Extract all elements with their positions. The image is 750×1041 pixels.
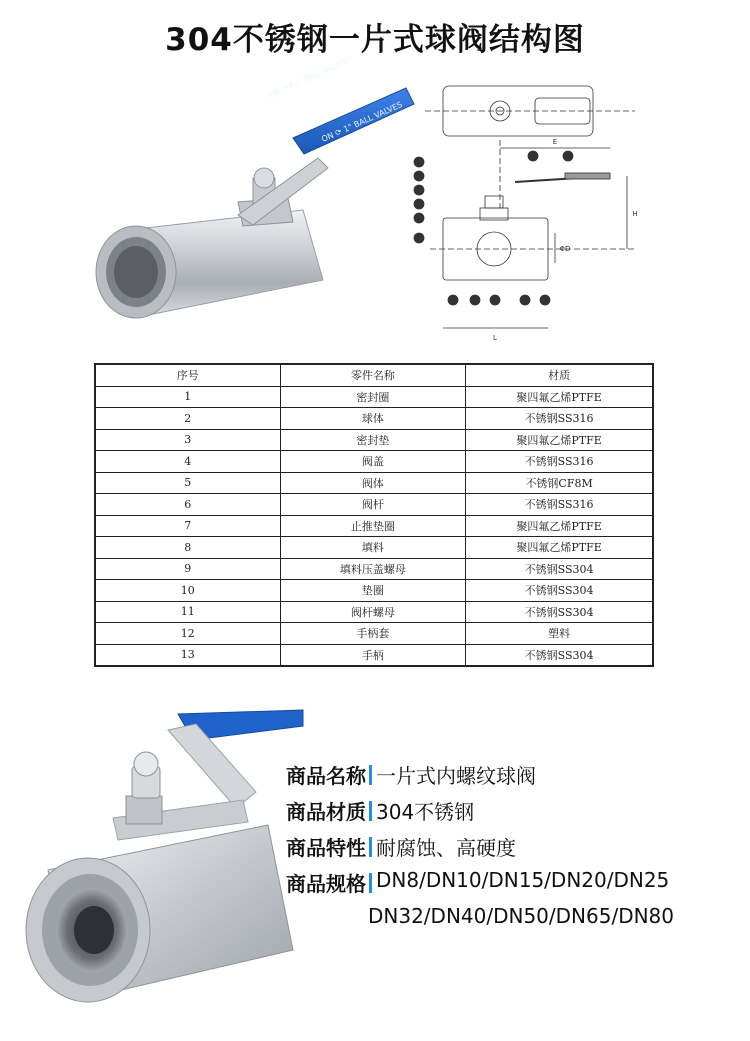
handle-on-label: ON [268,87,282,100]
cell-index: 8 [95,537,280,559]
cell-index: 5 [95,472,280,494]
callout-10: 10 [415,173,423,180]
table-row [95,451,653,473]
callout-8: 8 [417,201,421,208]
cell-part: 止推垫圈 [280,515,466,537]
spec-divider-bar [369,801,372,821]
cell-part: 阀盖 [280,451,466,473]
cell-part: 球体 [280,408,466,430]
callout-2: 2 [523,297,527,304]
cell-index: 2 [95,408,280,430]
spec-material-row [286,796,746,832]
table-row [95,537,653,559]
ball-valve-closeup-photo [18,700,308,1030]
handle-brand-label: 1" BALL VALVES [294,57,349,88]
callout-3: 3 [473,297,477,304]
table-row [95,580,653,602]
cell-part: 阀杆 [280,494,466,516]
cell-part: 密封垫 [280,429,466,451]
cell-part: 填料压盖螺母 [280,558,466,580]
cell-index: 4 [95,451,280,473]
table-row [95,515,653,537]
svg-text:ON ⟳ 1" BALL VALVES: ON ⟳ 1" BALL VALVES [320,100,404,144]
table-row [95,429,653,451]
callout-7: 7 [417,215,421,222]
cell-part: 阀杆螺母 [280,601,466,623]
cell-index: 7 [95,515,280,537]
cell-index: 3 [95,429,280,451]
cell-material: 不锈钢CF8M [466,472,653,494]
table-row [95,558,653,580]
cell-material: 聚四氟乙烯PTFE [466,515,653,537]
spec-divider-bar [369,837,372,857]
handle-off-label: OFF [279,81,296,95]
cell-part: 填料 [280,537,466,559]
cell-material: 不锈钢SS304 [466,644,653,666]
spec-size-row [286,868,746,940]
spec-size-line1: DN8/DN10/DN15/DN20/DN25 [376,868,670,892]
spec-name-label: 商品名称 [286,764,366,788]
spec-name-row [286,760,746,796]
callout-4: 4 [451,297,455,304]
cell-material: 聚四氟乙烯PTFE [466,429,653,451]
spec-divider-bar [369,765,372,785]
table-row [95,644,653,666]
table-row [95,494,653,516]
spec-feature-row [286,832,746,868]
cell-material: 聚四氟乙烯PTFE [466,537,653,559]
cell-part: 密封圈 [280,386,466,408]
spec-size-values [368,868,675,940]
dim-e: E [552,138,558,146]
product-specs [286,760,746,940]
header-index: 序号 [95,364,280,386]
cell-part: 阀体 [280,472,466,494]
cell-material: 不锈钢SS316 [466,408,653,430]
spec-material-label: 商品材质 [286,800,366,824]
cell-material: 不锈钢SS304 [466,558,653,580]
dim-d: ΦD [559,245,571,253]
spec-divider-bar [369,873,372,893]
table-row [95,386,653,408]
spec-name-value: 一片式内螺纹球阀 [376,764,536,788]
spec-size-line2: DN32/DN40/DN50/DN65/DN80 [368,904,675,928]
callout-6: 6 [417,235,421,242]
cell-index: 13 [95,644,280,666]
table-row [95,623,653,645]
cell-part: 手柄 [280,644,466,666]
cell-material: 不锈钢SS304 [466,601,653,623]
cell-material: 聚四氟乙烯PTFE [466,386,653,408]
parts-table [94,363,654,667]
cell-index: 12 [95,623,280,645]
header-material: 材质 [466,364,653,386]
callout-5: 5 [543,297,547,304]
cell-material: 不锈钢SS316 [466,494,653,516]
cell-part: 垫圈 [280,580,466,602]
cell-material: 不锈钢SS304 [466,580,653,602]
table-row [95,472,653,494]
dim-h: H [632,210,638,218]
table-row [95,601,653,623]
cell-index: 1 [95,386,280,408]
cell-material: 不锈钢SS316 [466,451,653,473]
spec-size-label: 商品规格 [286,872,366,896]
spec-feature-value: 耐腐蚀、高硬度 [376,836,516,860]
callout-11: 11 [415,159,423,166]
page-title: 304不锈钢一片式球阀结构图 [165,22,585,58]
callout-9: 9 [417,187,421,194]
cell-index: 6 [95,494,280,516]
callout-13: 13 [564,153,572,160]
dim-l: L [493,334,497,342]
cell-index: 11 [95,601,280,623]
ball-valve-photo [88,80,418,340]
cell-material: 塑料 [466,623,653,645]
cell-index: 10 [95,580,280,602]
spec-feature-label: 商品特性 [286,836,366,860]
cell-part: 手柄套 [280,623,466,645]
cell-index: 9 [95,558,280,580]
table-header-row [95,364,653,386]
header-part-name: 零件名称 [280,364,466,386]
table-row [95,408,653,430]
callout-12: 12 [529,153,537,160]
callout-1: 1 [493,297,497,304]
ball-valve-drawing [405,78,655,358]
spec-material-value: 304不锈钢 [376,800,475,824]
